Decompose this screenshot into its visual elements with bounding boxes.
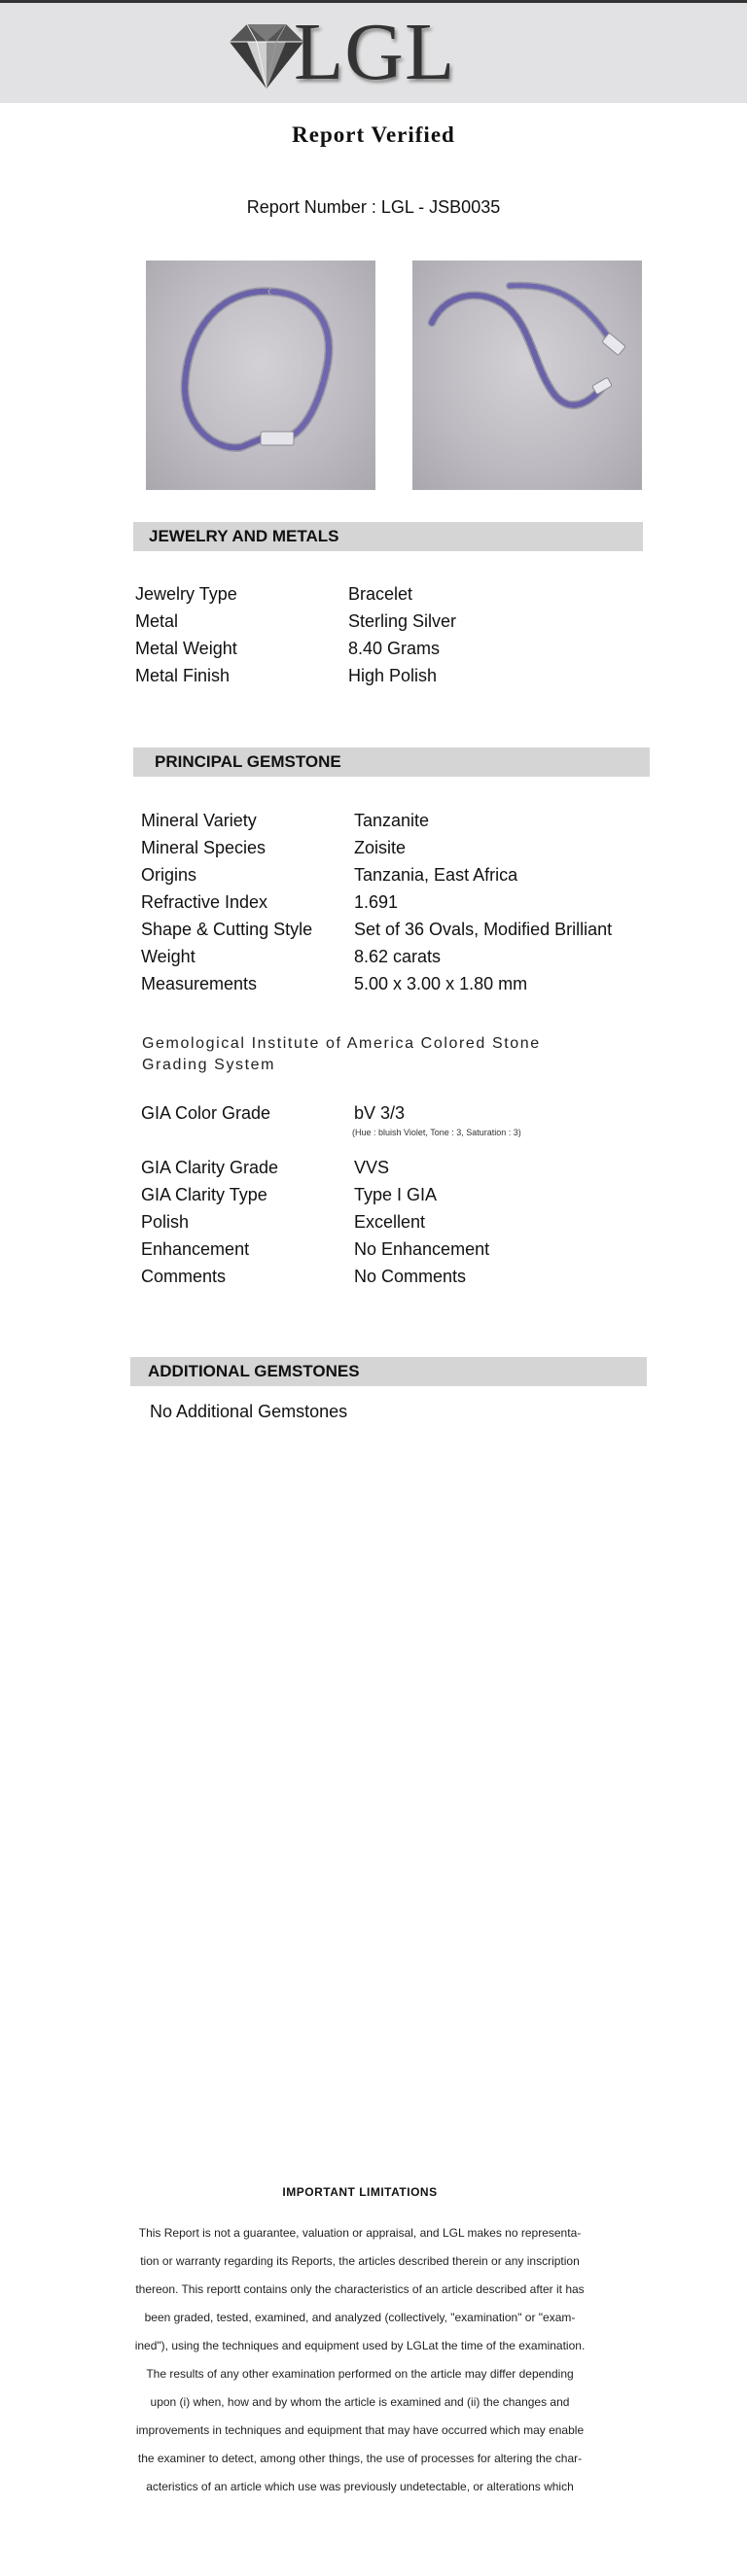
gia-grading-heading: Gemological Institute of America Colored Stone Grading System bbox=[142, 1035, 541, 1073]
logo-text: LGL bbox=[294, 7, 456, 97]
limitations-line: upon (i) when, how and by whom the article is examined and (ii) the changes and bbox=[150, 2395, 570, 2409]
limitations-line: acteristics of an article which use was previously undetectable, or alterations which bbox=[146, 2480, 574, 2493]
shape-cutting-label: Shape & Cutting Style bbox=[141, 920, 313, 939]
gia-clarity-type-label: GIA Clarity Type bbox=[141, 1185, 267, 1204]
shape-cutting-value: Set of 36 Ovals, Modified Brilliant bbox=[354, 920, 613, 939]
principal-section-heading: PRINCIPAL GEMSTONE bbox=[133, 748, 650, 777]
measurements-label: Measurements bbox=[141, 974, 258, 993]
origins-value: Tanzania, East Africa bbox=[354, 865, 518, 885]
limitations-line: tion or warranty regarding its Reports, the articles described therein or any inscription bbox=[140, 2254, 580, 2268]
mineral-species-value: Zoisite bbox=[354, 838, 407, 857]
measurements-value: 5.00 x 3.00 x 1.80 mm bbox=[354, 974, 528, 993]
metal-value: Sterling Silver bbox=[348, 611, 457, 631]
refractive-index-value: 1.691 bbox=[354, 892, 399, 912]
mineral-variety-value: Tanzanite bbox=[354, 811, 430, 830]
metal-weight-value: 8.40 Grams bbox=[348, 639, 441, 658]
gia-clarity-grade-value: VVS bbox=[354, 1158, 390, 1177]
hue-note: (Hue : bluish Violet, Tone : 3, Saturation : 3) bbox=[352, 1128, 521, 1137]
limitations-line: The results of any other examination performed on the article may differ depending bbox=[146, 2367, 574, 2381]
gia-clarity-grade-label: GIA Clarity Grade bbox=[141, 1158, 279, 1177]
polish-value: Excellent bbox=[354, 1212, 426, 1232]
additional-gemstones-text: No Additional Gemstones bbox=[150, 1402, 348, 1421]
report-number: Report Number : LGL - JSB0035 bbox=[246, 197, 501, 217]
limitations-title: IMPORTANT LIMITATIONS bbox=[282, 2185, 438, 2199]
gia-color-grade-label: GIA Color Grade bbox=[141, 1103, 271, 1123]
bracelet-photo-coiled bbox=[146, 261, 375, 490]
origins-label: Origins bbox=[141, 865, 197, 885]
report-title: Report Verified bbox=[292, 122, 455, 147]
jewelry-type-value: Bracelet bbox=[348, 584, 413, 604]
gia-color-grade-value: bV 3/3 bbox=[354, 1103, 406, 1123]
metal-label: Metal bbox=[135, 611, 179, 631]
limitations-line: improvements in techniques and equipment that may have occurred which may enable bbox=[135, 2423, 585, 2437]
bracelet-photo-open bbox=[412, 261, 642, 490]
polish-label: Polish bbox=[141, 1212, 190, 1232]
limitations-line: This Report is not a guarantee, valuation or appraisal, and LGL makes no representa- bbox=[138, 2226, 582, 2240]
limitations-line: been graded, tested, examined, and analyzed (collectively, "examination" or "exam- bbox=[144, 2311, 576, 2324]
enhancement-value: No Enhancement bbox=[354, 1239, 490, 1259]
mineral-species-label: Mineral Species bbox=[141, 838, 267, 857]
metal-finish-value: High Polish bbox=[348, 666, 438, 685]
lgl-logo bbox=[226, 7, 479, 97]
mineral-variety-label: Mineral Variety bbox=[141, 811, 257, 830]
refractive-index-label: Refractive Index bbox=[141, 892, 268, 912]
comments-label: Comments bbox=[141, 1267, 227, 1286]
jewelry-type-label: Jewelry Type bbox=[135, 584, 237, 604]
limitations-line: thereon. This reportt contains only the characteristics of an article described after it has bbox=[135, 2282, 585, 2296]
jewelry-section-heading: JEWELRY AND METALS bbox=[133, 522, 643, 551]
limitations-line: the examiner to detect, among other things, the use of processes for altering the char- bbox=[137, 2452, 583, 2465]
header-band bbox=[0, 0, 747, 103]
comments-value: No Comments bbox=[354, 1267, 467, 1286]
gia-clarity-type-value: Type I GIA bbox=[354, 1185, 438, 1204]
metal-finish-label: Metal Finish bbox=[135, 666, 231, 685]
metal-weight-label: Metal Weight bbox=[135, 639, 237, 658]
enhancement-label: Enhancement bbox=[141, 1239, 250, 1259]
weight-value: 8.62 carats bbox=[354, 947, 442, 966]
additional-section-heading: ADDITIONAL GEMSTONES bbox=[130, 1357, 647, 1386]
limitations-line: ined"), using the techniques and equipment used by LGLat the time of the examination. bbox=[134, 2339, 586, 2352]
weight-label: Weight bbox=[141, 947, 196, 966]
